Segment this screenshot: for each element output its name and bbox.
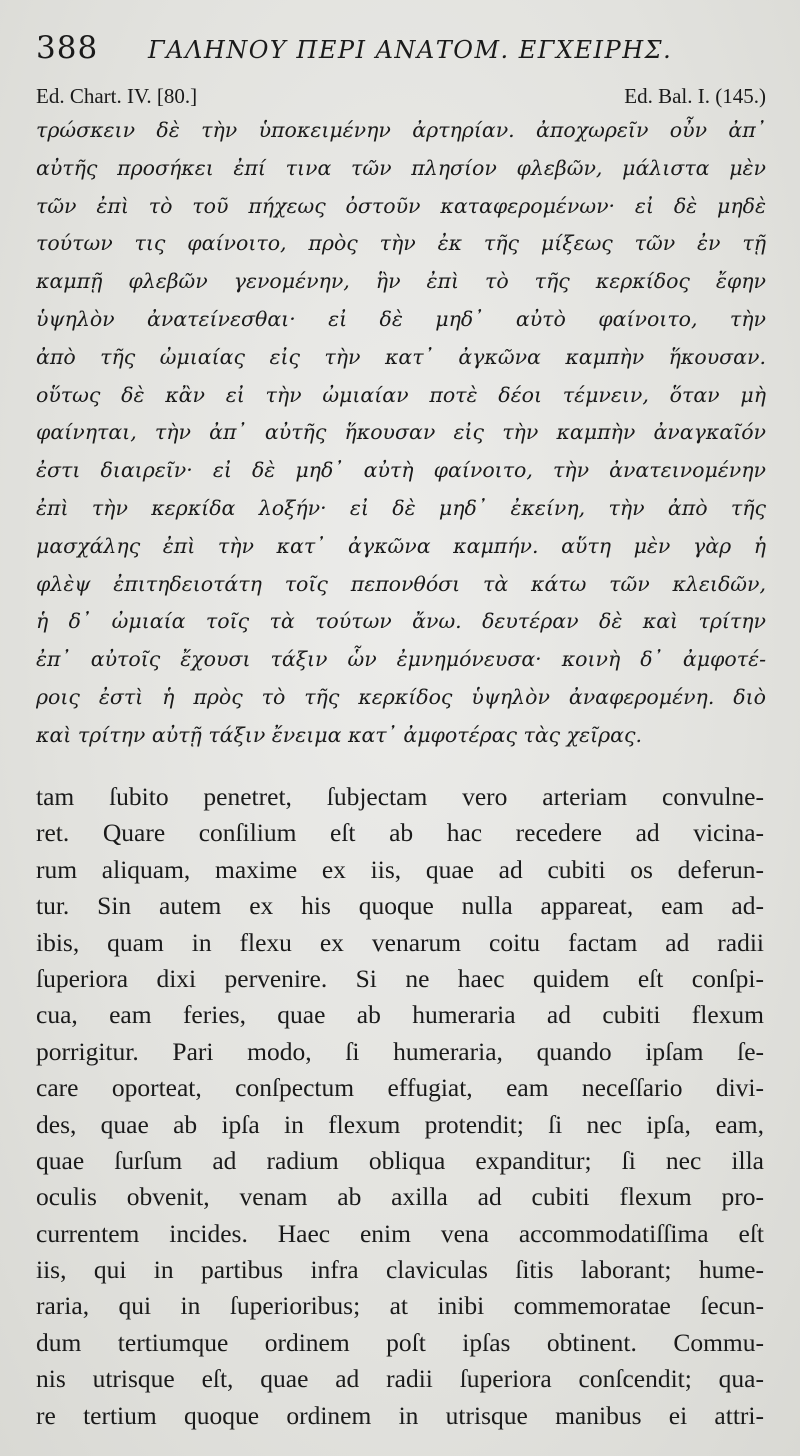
greek-line: ροις ἐστὶ ἡ πρὸς τὸ τῆς κερκίδος ὑψηλὸν ἀναφερομένη. διὸ bbox=[36, 684, 766, 709]
latin-line: ibis, quam in flexu ex venarum coitu factam ad radii bbox=[36, 927, 764, 957]
latin-line: quae ſurſum ad radium obliqua expanditur; ſi nec illa bbox=[36, 1145, 764, 1175]
latin-line: raria, qui in ſuperioribus; at inibi commemoratae ſecun- bbox=[36, 1291, 764, 1321]
edition-bal-ref: Ed. Bal. I. (145.) bbox=[624, 84, 766, 108]
greek-line: ἡ δ᾿ ὠμιαία τοῖς τὰ τούτων ἄνω. δευτέραν δὲ καὶ τρίτην bbox=[36, 609, 766, 634]
edition-chart-ref: Ed. Chart. IV. [80.] bbox=[36, 84, 198, 108]
greek-line: καὶ τρίτην αὐτῇ τάξιν ἔνειμα κατ᾿ ἀμφοτέρας τὰς χεῖρας. bbox=[36, 722, 643, 747]
greek-line: τρώσκειν δὲ τὴν ὑποκειμένην ἀρτηρίαν. ἀποχωρεῖν οὖν ἀπ᾿ bbox=[36, 118, 766, 142]
latin-line: cua, eam feries, quae ab humeraria ad cubiti flexum bbox=[36, 1000, 764, 1030]
latin-line: re tertium quoque ordinem in utrisque manibus ei attri- bbox=[36, 1400, 764, 1430]
latin-line: ſuperiora dixi pervenire. Si ne haec quidem eſt conſpi- bbox=[36, 963, 764, 993]
greek-line: καμπῇ φλεβῶν γενομένην, ἣν ἐπὶ τὸ τῆς κερκίδος ἔφην bbox=[36, 269, 766, 294]
greek-line: φλὲψ ἐπιτηδειοτάτη τοῖς πεπονθόσι τὰ κάτω τῶν κλειδῶν, bbox=[36, 571, 766, 596]
greek-line: αὐτῆς προσήκει ἐπί τινα τῶν πλησίον φλεβῶν, μάλιστα μὲν bbox=[36, 155, 766, 180]
running-title: ΓΑΛΗΝΟΥ ΠΕΡΙ ΑΝΑΤΟΜ. ΕΓΧΕΙΡΗΣ. bbox=[148, 36, 673, 64]
latin-line: nis utrisque eſt, quae ad radii ſuperiora conſcendit; qua- bbox=[36, 1364, 764, 1394]
greek-line: ὑψηλὸν ἀνατείνεσθαι· εἰ δὲ μηδ᾿ αὐτὸ φαίνοιτο, τὴν bbox=[36, 306, 766, 331]
greek-line: ἐπ᾿ αὐτοῖς ἔχουσι τάξιν ὧν ἐμνημόνευσα· κοινὴ δ᾿ ἀμφοτέ- bbox=[36, 647, 766, 672]
greek-line: ἀπὸ τῆς ὠμιαίας εἰς τὴν κατ᾿ ἀγκῶνα καμπὴν ἥκουσαν. bbox=[36, 344, 766, 369]
latin-line: tam ſubito penetret, ſubjectam vero arteriam convulne- bbox=[36, 782, 764, 811]
latin-line: porrigitur. Pari modo, ſi humeraria, quando ipſam ſe- bbox=[36, 1036, 764, 1066]
latin-line: rum aliquam, maxime ex iis, quae ad cubiti os deferun- bbox=[36, 854, 764, 884]
greek-text-block bbox=[36, 112, 766, 755]
latin-line: currentem incides. Haec enim vena accommodatiſſima eſt bbox=[36, 1218, 764, 1248]
latin-line: care oporteat, conſpectum effugiat, eam neceſſario divi- bbox=[36, 1073, 764, 1103]
running-head bbox=[36, 30, 776, 70]
edition-references bbox=[36, 84, 766, 110]
latin-line: ret. Quare conſilium eſt ab hac recedere ad vicina- bbox=[36, 818, 764, 848]
greek-line: τούτων τις φαίνοιτο, πρὸς τὴν ἐκ τῆς μίξεως τῶν ἐν τῇ bbox=[36, 231, 766, 256]
greek-line: ἐστι διαιρεῖν· εἰ δὲ μηδ᾿ αὐτὴ φαίνοιτο, τὴν ἀνατεινομένην bbox=[36, 458, 766, 483]
latin-line: iis, qui in partibus infra claviculas ſitis laborant; hume- bbox=[36, 1255, 764, 1285]
greek-line: μασχάλης ἐπὶ τὴν κατ᾿ ἀγκῶνα καμπήν. αὕτη μὲν γὰρ ἡ bbox=[36, 533, 766, 558]
page-number: 388 bbox=[36, 30, 99, 66]
latin-line: tur. Sin autem ex his quoque nulla appareat, eam ad- bbox=[36, 891, 764, 921]
latin-line: dum tertiumque ordinem poſt ipſas obtinent. Commu- bbox=[36, 1327, 764, 1357]
latin-line: des, quae ab ipſa in flexum protendit; ſi nec ipſa, eam, bbox=[36, 1109, 764, 1139]
greek-line: τῶν ἐπὶ τὸ τοῦ πήχεως ὀστοῦν καταφερομένων· εἰ δὲ μηδὲ bbox=[36, 193, 766, 218]
greek-line: φαίνηται, τὴν ἀπ᾿ αὐτῆς ἥκουσαν εἰς τὴν καμπὴν ἀναγκαῖόν bbox=[36, 420, 766, 445]
greek-line: οὕτως δὲ κἂν εἰ τὴν ὠμιαίαν ποτὲ δέοι τέμνειν, ὅταν μὴ bbox=[36, 382, 766, 407]
latin-text-block bbox=[36, 779, 764, 1434]
latin-line: oculis obvenit, venam ab axilla ad cubiti flexum pro- bbox=[36, 1182, 764, 1212]
greek-line: ἐπὶ τὴν κερκίδα λοξήν· εἰ δὲ μηδ᾿ ἐκείνη, τὴν ἀπὸ τῆς bbox=[36, 495, 766, 520]
